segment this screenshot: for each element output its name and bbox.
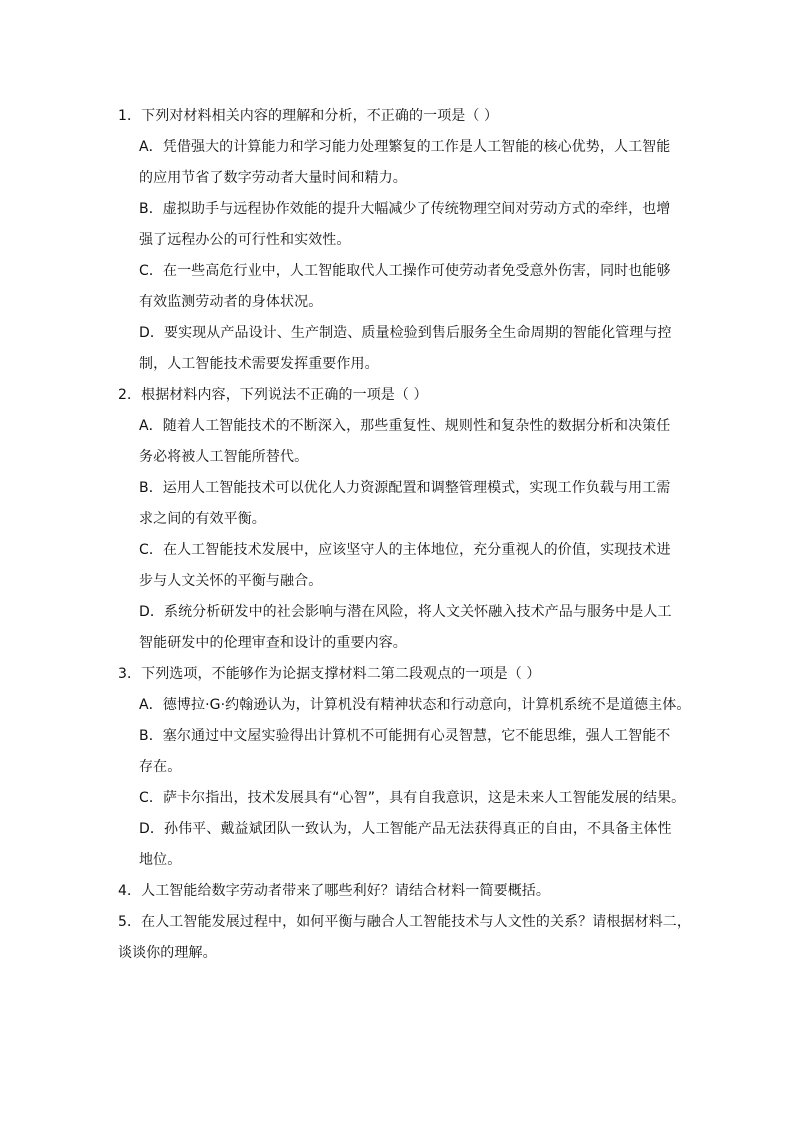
option-text: D．系统分析研发中的社会影响与潜在风险，将人文关怀融入技术产品与服务中是人工	[139, 604, 672, 620]
option-text: B．塞尔通过中文屋实验得出计算机不可能拥有心灵智慧，它不能思维，强人工智能不	[139, 728, 671, 744]
option-text: D．要实现从产品设计、生产制造、质量检验到售后服务全生命周期的智能化管理与控	[139, 325, 672, 341]
option-text-continued: 存在。	[139, 759, 182, 775]
question-5	[118, 907, 692, 969]
question-4	[118, 876, 678, 907]
option-text-continued: 强了远程办公的可行性和实效性。	[139, 232, 351, 248]
question-2	[118, 380, 678, 659]
option-text: A．德博拉·G·约翰逊认为，计算机没有精神状态和行动意向，计算机系统不是道德主体。	[139, 697, 691, 713]
option-c	[118, 783, 686, 814]
option-text-continued: 有效监测劳动者的身体状况。	[139, 294, 323, 310]
option-text: B．运用人工智能技术可以优化人力资源配置和调整管理模式，实现工作负载与用工需	[139, 480, 671, 496]
question-stem-continued: 谈谈你的理解。	[118, 945, 217, 961]
option-a	[118, 411, 678, 473]
option-text: B．虚拟助手与远程协作效能的提升大幅减少了传统物理空间对劳动方式的牵绊，也增	[139, 201, 671, 217]
question-1	[118, 101, 678, 380]
option-a	[118, 690, 691, 721]
option-c	[118, 535, 678, 597]
question-list	[118, 101, 692, 969]
option-text-continued: 步与人文关怀的平衡与融合。	[139, 573, 323, 589]
option-text: D．孙伟平、戴益斌团队一致认为，人工智能产品无法获得真正的自由，不具备主体性	[139, 821, 672, 837]
option-d	[118, 814, 678, 876]
option-text: C．在人工智能技术发展中，应该坚守人的主体地位，充分重视人的价值，实现技术进	[139, 542, 671, 558]
question-stem: 4．人工智能给数字劳动者带来了哪些利好？请结合材料一简要概括。	[118, 883, 551, 899]
option-a	[118, 132, 678, 194]
option-text-continued: 的应用节省了数字劳动者大量时间和精力。	[139, 170, 407, 186]
option-text: A．凭借强大的计算能力和学习能力处理繁复的工作是人工智能的核心优势，人工智能	[139, 139, 671, 155]
option-text: C．在一些高危行业中，人工智能取代人工操作可使劳动者免受意外伤害，同时也能够	[139, 263, 671, 279]
question-stem: 3．下列选项，不能够作为论据支撑材料二第二段观点的一项是（ ）	[118, 666, 541, 682]
option-text-continued: 求之间的有效平衡。	[139, 511, 266, 527]
question-stem: 1．下列对材料相关内容的理解和分析，不正确的一项是（ ）	[118, 108, 499, 124]
option-b	[118, 194, 678, 256]
option-d	[118, 597, 678, 659]
option-text: A．随着人工智能技术的不断深入，那些重复性、规则性和复杂性的数据分析和决策任	[139, 418, 671, 434]
option-d	[118, 318, 678, 380]
option-text-continued: 智能研发中的伦理审查和设计的重要内容。	[139, 635, 407, 651]
option-text-continued: 务必将被人工智能所替代。	[139, 449, 309, 465]
option-b	[118, 473, 678, 535]
option-text-continued: 地位。	[139, 852, 182, 868]
question-stem: 2．根据材料内容，下列说法不正确的一项是（ ）	[118, 387, 428, 403]
option-b	[118, 721, 678, 783]
option-c	[118, 256, 678, 318]
question-stem: 5．在人工智能发展过程中，如何平衡与融合人工智能技术与人文性的关系？请根据材料二，	[118, 914, 692, 930]
question-3	[118, 659, 691, 876]
option-text: C．萨卡尔指出，技术发展具有“心智”，具有自我意识，这是未来人工智能发展的结果。	[139, 790, 686, 806]
option-text-continued: 制，人工智能技术需要发挥重要作用。	[139, 356, 379, 372]
